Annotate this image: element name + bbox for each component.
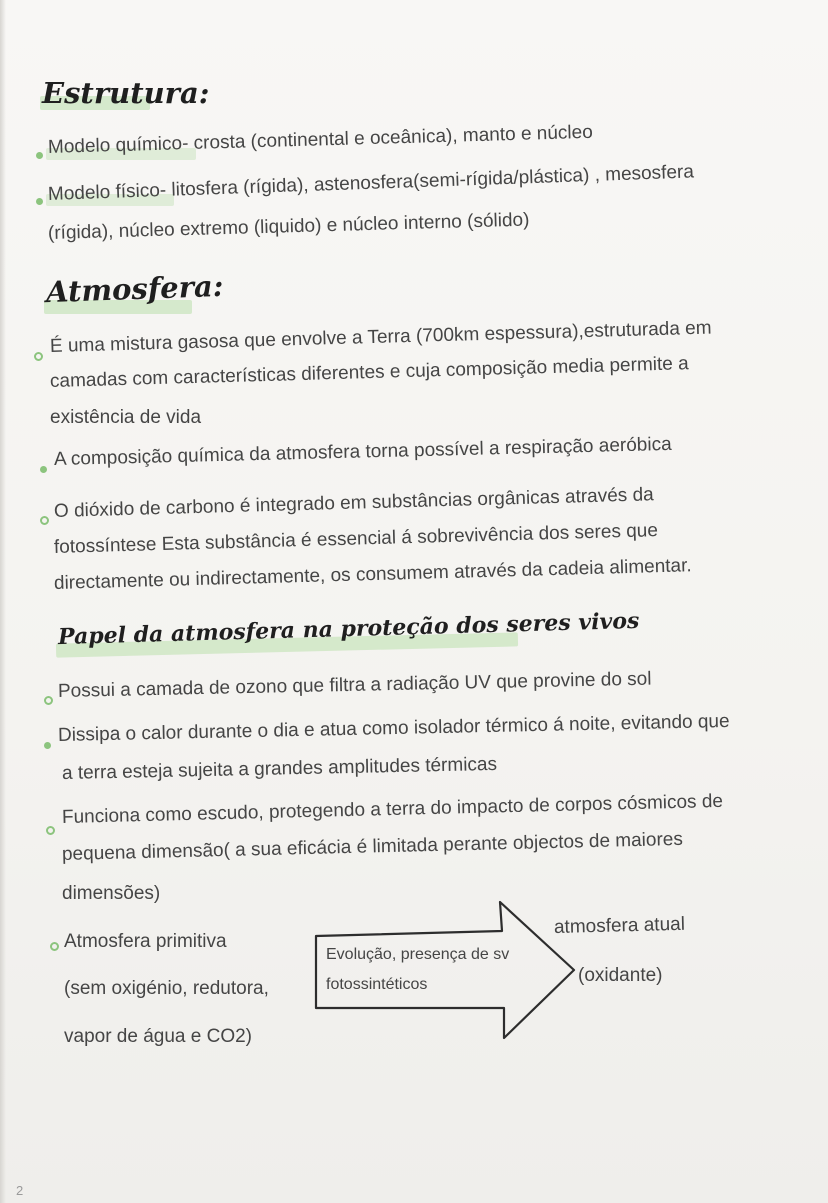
text-line: pequena dimensão( a sua eficácia é limitada perante objectos de maiores <box>61 828 684 865</box>
text-line: dimensões) <box>62 883 161 904</box>
bullet-dot <box>36 152 43 159</box>
arrow-shape-icon <box>312 898 582 1048</box>
heading-atmosfera: Atmosfera: <box>45 268 224 310</box>
text-line: atmosfera atual <box>553 913 686 938</box>
text-line: A composição química da atmosfera torna possível a respiração aeróbica <box>53 433 672 470</box>
page-edge-shadow <box>0 0 6 1203</box>
evolution-arrow <box>312 898 582 1048</box>
text-line: Dissipa o calor durante o dia e atua como isolador térmico á noite, evitando que <box>57 710 730 746</box>
text-line: directamente ou indirectamente, os consumem através da cadeia alimentar. <box>53 555 692 594</box>
text-line: O dióxido de carbono é integrado em substâncias orgânicas através da <box>53 484 654 522</box>
text-line: Atmosfera primitiva <box>64 931 227 952</box>
text-line: Modelo físico- litosfera (rígida), astenosfera(semi-rígida/plástica) , mesosfera <box>47 161 695 205</box>
text-line: Funciona como escudo, protegendo a terra do impacto de corpos cósmicos de <box>61 790 724 828</box>
arrow-label: Evolução, presença de sv <box>326 946 510 963</box>
text-line: camadas com características diferentes e cuja composição media permite a <box>49 353 689 392</box>
bullet-ring <box>46 826 55 835</box>
bullet-dot <box>44 742 51 749</box>
bullet-ring <box>44 696 53 705</box>
bullet-ring <box>50 942 59 951</box>
text-line: Modelo químico- crosta (continental e oceânica), manto e núcleo <box>47 121 594 158</box>
bullet-ring <box>40 516 49 525</box>
text-line: Possui a camada de ozono que filtra a radiação UV que provine do sol <box>57 668 652 702</box>
text-line: a terra esteja sujeita a grandes amplitudes térmicas <box>61 753 498 784</box>
text-line: vapor de água e CO2) <box>64 1026 253 1047</box>
text-line: existência de vida <box>50 407 202 428</box>
heading-papel: Papel da atmosfera na proteção dos seres vivos <box>57 607 640 651</box>
bullet-ring <box>34 352 43 361</box>
heading-estrutura: Estrutura: <box>42 76 210 110</box>
text-line: (oxidante) <box>578 965 663 986</box>
text-line: fotossíntese Esta substância é essencial á sobrevivência dos seres que <box>53 520 659 558</box>
text-line: É uma mistura gasosa que envolve a Terra (700km espessura),estruturada em <box>49 317 712 357</box>
arrow-label: fotossintéticos <box>326 976 428 993</box>
text-line: (rígida), núcleo extremo (liquido) e núcleo interno (sólido) <box>47 209 530 244</box>
page-number: 2 <box>16 1183 24 1198</box>
bullet-dot <box>36 198 43 205</box>
bullet-dot <box>40 466 47 473</box>
text-line: (sem oxigénio, redutora, <box>64 978 269 999</box>
